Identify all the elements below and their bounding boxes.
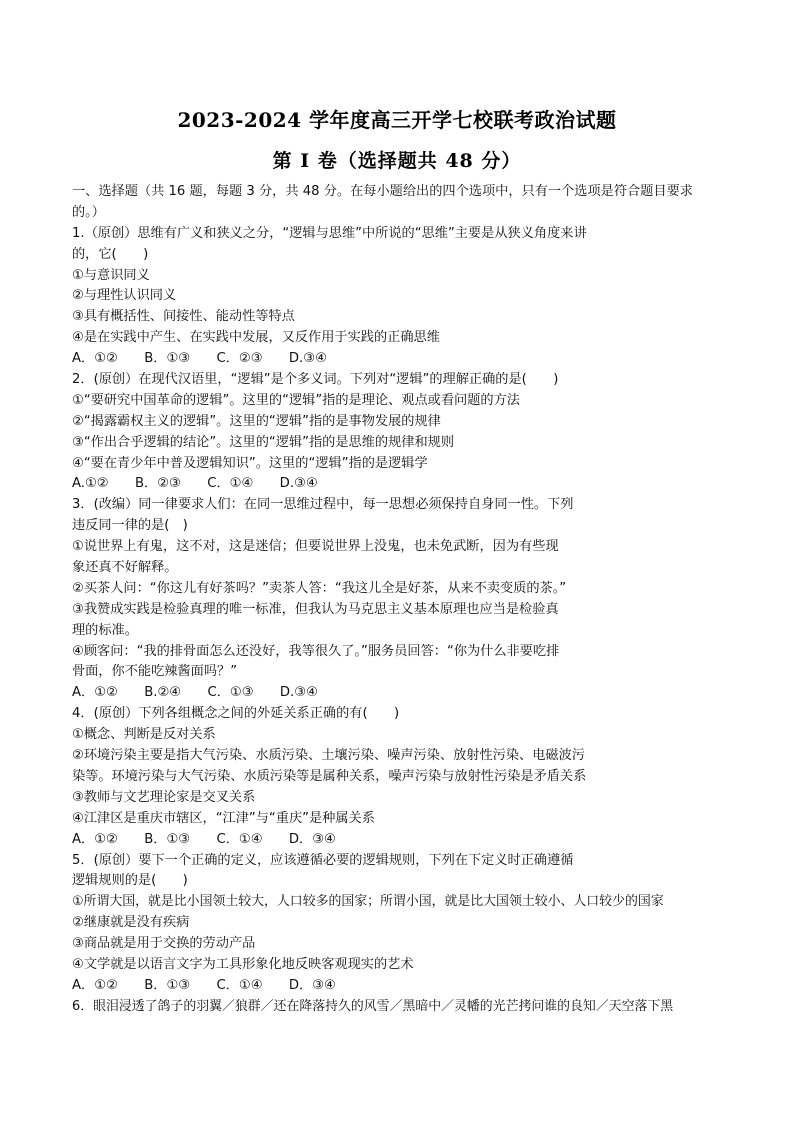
section-title: 第 I 卷（选择题共 48 分） <box>272 150 522 172</box>
question-stem: 逻辑规则的是( ) <box>72 873 188 889</box>
question-stem: 违反同一律的是( ) <box>72 518 188 534</box>
statement-item: ②“揭露霸权主义的逻辑”。这里的“逻辑”指的是事物发展的规律 <box>72 413 441 429</box>
statement-item: ④“要在青少年中普及逻辑知识”。这里的“逻辑”指的是逻辑学 <box>72 455 428 471</box>
statement-item: ①“要研究中国革命的逻辑”。这里的“逻辑”指的是理论、观点或看问题的方法 <box>72 392 520 408</box>
statement-item: ①与意识同义 <box>72 267 150 283</box>
statement-item: 象还真不好解释。 <box>72 560 178 576</box>
statement-item: ②环境污染主要是指大气污染、水质污染、土壤污染、噪声污染、放射性污染、电磁波污 <box>72 748 585 764</box>
answer-options: A．①② B.②④ C．①③ D.③④ <box>72 685 318 701</box>
statement-item: 骨面，你不能吃辣酱面吗？” <box>72 664 238 680</box>
answer-options: A．①② B．①③ C．①④ D．③④ <box>72 977 336 993</box>
statement-item: ③我赞成实践是检验真理的唯一标准，但我认为马克思主义基本原理也应当是检验真 <box>72 601 559 617</box>
answer-options: A．①② B．①③ C．②③ D.③④ <box>72 351 327 367</box>
question-stem: 4．(原创）下列各组概念之间的外延关系正确的有( ) <box>72 706 400 722</box>
statement-item: ③具有概括性、间接性、能动性等特点 <box>72 309 295 325</box>
instruction-line: 的。） <box>72 204 105 220</box>
question-stem: 3．(改编）同一律要求人们：在同一思维过程中，每一思想必须保持自身同一性。下列 <box>72 497 574 513</box>
statement-item: ④江津区是重庆市辖区，“江津”与“重庆”是种属关系 <box>72 810 375 826</box>
question-stem: 2．(原创）在现代汉语里，“逻辑”是个多义词。下列对“逻辑”的理解正确的是( ) <box>72 372 559 388</box>
statement-item: 染等。环境污染与大气污染、水质污染等是属种关系，噪声污染与放射性污染是矛盾关系 <box>72 768 587 784</box>
answer-options: A．①② B．①③ C．①④ D．③④ <box>72 831 336 847</box>
statement-item: ④文学就是以语言文字为工具形象化地反映客观现实的艺术 <box>72 956 414 972</box>
statement-item: ①说世界上有鬼，这不对，这是迷信；但要说世界上没鬼，也未免武断，因为有些现 <box>72 539 559 555</box>
question-stem: 的，它( ) <box>72 246 149 262</box>
statement-item: ②与理性认识同义 <box>72 288 177 304</box>
statement-item: ③“作出合乎逻辑的结论”。这里的“逻辑”指的是思维的规律和规则 <box>72 434 455 450</box>
statement-item: ③教师与文艺理论家是交叉关系 <box>72 789 256 805</box>
statement-item: ②继康就是没有疾病 <box>72 915 190 931</box>
question-stem: 5．(原创）要下一个正确的定义，应该遵循必要的逻辑规则，下列在下定义时正确遵循 <box>72 852 574 868</box>
statement-item: 理的标准。 <box>72 622 138 638</box>
statement-item: ③商品就是用于交换的劳动产品 <box>72 936 256 952</box>
exam-title: 2023-2024 学年度高三开学七校联考政治试题 <box>177 108 617 132</box>
instruction-line: 一、选择题（共 16 题，每题 3 分，共 48 分。在每小题给出的四个选项中，只有一个选项是符合题目要求 <box>72 184 693 199</box>
question-stem: 1.（原创）思维有广义和狭义之分，“逻辑与思维”中所说的“思维”主要是从狭义角度来讲 <box>72 225 587 241</box>
question-body <box>72 182 732 1018</box>
statement-item: ④是在实践中产生、在实践中发展，又反作用于实践的正确思维 <box>72 330 440 346</box>
statement-item: ①概念、判断是反对关系 <box>72 727 216 743</box>
statement-item: ④顾客问：“我的排骨面怎么还没好，我等很久了。”服务员回答：“你为什么非要吃排 <box>72 643 560 659</box>
statement-item: ②买茶人问：“你这儿有好茶吗？”卖茶人答：“我这儿全是好茶，从来不卖变质的茶。” <box>72 580 567 596</box>
statement-item: ①所谓大国，就是比小国领土较大，人口较多的国家；所谓小国，就是比大国领土较小、人口较少的国家 <box>72 894 664 910</box>
question-stem: 6．眼泪浸透了鸽子的羽翼／狼群／还在降落持久的风雪／黑暗中／灵幡的光芒拷问谁的良知／天空落下黑 <box>72 998 674 1014</box>
answer-options: A.①② B．②③ C．①④ D.③④ <box>72 476 318 492</box>
